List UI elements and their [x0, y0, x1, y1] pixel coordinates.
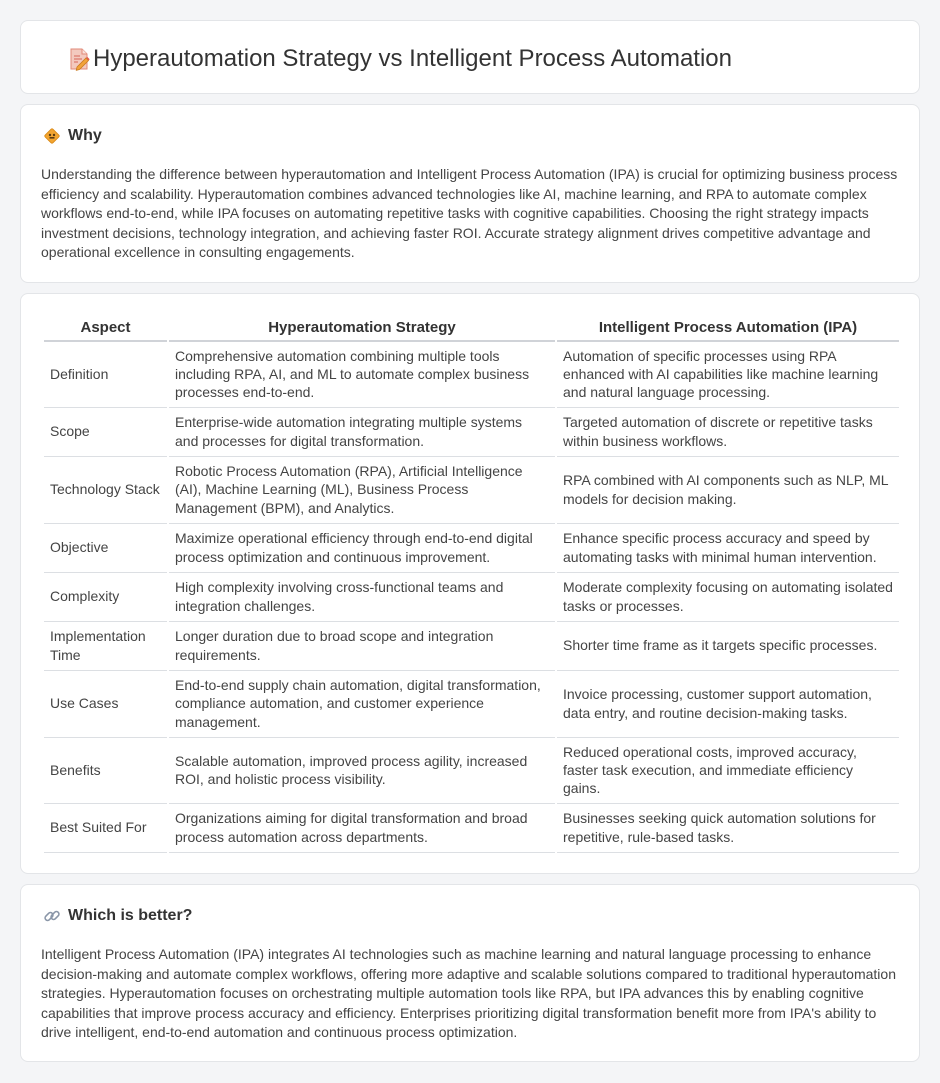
ipa-cell: Automation of specific processes using RPA enhanced with AI capabilities like machine learning and natural language processing.	[557, 342, 899, 408]
link-icon	[43, 907, 61, 925]
aspect-cell: Complexity	[44, 573, 167, 622]
diamond-sign-icon	[43, 127, 61, 145]
why-heading	[43, 127, 102, 145]
better-heading	[43, 907, 192, 925]
ipa-cell: Reduced operational costs, improved accuracy, faster task execution, and immediate efficiency gains.	[557, 738, 899, 804]
page-title: Hyperautomation Strategy vs Intelligent Process Automation	[93, 45, 732, 72]
header-hyperautomation: Hyperautomation Strategy	[169, 314, 555, 342]
better-text: Intelligent Process Automation (IPA) integrates AI technologies such as machine learning and natural language processing to enhance decision-making and automate complex workflows, offering more adaptive and scalable solutions compared to traditional hyperautomation strategies. Hyperautomation focuses on orchestrating multiple automation tools like RPA, but IPA advances this by enabling cognitive capabilities that improve process accuracy and efficiency. Enterprises prioritizing digital transformation benefit more from IPA's ability to drive intelligent, end-to-end automation and continuous process optimization.	[41, 946, 896, 1041]
hyperautomation-cell: Enterprise-wide automation integrating multiple systems and processes for digital transformation.	[169, 408, 555, 457]
header-aspect: Aspect	[44, 314, 167, 342]
table-row	[44, 408, 899, 457]
aspect-cell: Technology Stack	[44, 457, 167, 524]
why-title: Why	[68, 127, 102, 144]
which-is-better-section	[20, 884, 920, 1062]
hyperautomation-cell: Robotic Process Automation (RPA), Artificial Intelligence (AI), Machine Learning (ML), Business Process Management (BPM), and Analytics.	[169, 457, 555, 524]
ipa-cell: Enhance specific process accuracy and speed by automating tasks with minimal human intervention.	[557, 524, 899, 573]
aspect-cell: Scope	[44, 408, 167, 457]
table-header-row	[44, 314, 899, 342]
hyperautomation-cell: Scalable automation, improved process agility, increased ROI, and holistic process visibility.	[169, 738, 555, 804]
header-card	[20, 20, 920, 94]
table-row	[44, 457, 899, 524]
comparison-table	[42, 314, 901, 853]
hyperautomation-cell: Comprehensive automation combining multiple tools including RPA, AI, and ML to automate complex business processes end-to-end.	[169, 342, 555, 408]
aspect-cell: Use Cases	[44, 671, 167, 738]
ipa-cell: Invoice processing, customer support automation, data entry, and routine decision-making tasks.	[557, 671, 899, 738]
header-ipa: Intelligent Process Automation (IPA)	[557, 314, 899, 342]
hyperautomation-cell: Maximize operational efficiency through end-to-end digital process optimization and continuous improvement.	[169, 524, 555, 573]
aspect-cell: Implementation Time	[44, 622, 167, 671]
comparison-card	[20, 293, 920, 874]
hyperautomation-cell: High complexity involving cross-functional teams and integration challenges.	[169, 573, 555, 622]
ipa-cell: Businesses seeking quick automation solutions for repetitive, rule-based tasks.	[557, 804, 899, 853]
table-row	[44, 573, 899, 622]
aspect-cell: Best Suited For	[44, 804, 167, 853]
aspect-cell: Definition	[44, 342, 167, 408]
why-text: Understanding the difference between hyperautomation and Intelligent Process Automation (IPA) is crucial for optimizing business process efficiency and scalability. Hyperautomation combines advanced technologies like AI, machine learning, and RPA to automate complex workflows end-to-end, while IPA focuses on automating repetitive tasks with cognitive capabilities. Choosing the right strategy impacts investment decisions, technology integration, and achieving faster ROI. Accurate strategy alignment drives competitive advantage and operational excellence in consulting engagements.	[41, 166, 898, 261]
table-row	[44, 804, 899, 853]
hyperautomation-cell: End-to-end supply chain automation, digital transformation, compliance automation, and customer experience management.	[169, 671, 555, 738]
table-row	[44, 342, 899, 408]
better-title: Which is better?	[68, 907, 193, 924]
aspect-cell: Benefits	[44, 738, 167, 804]
ipa-cell: Moderate complexity focusing on automating isolated tasks or processes.	[557, 573, 899, 622]
table-row	[44, 738, 899, 804]
aspect-cell: Objective	[44, 524, 167, 573]
table-row	[44, 671, 899, 738]
ipa-cell: Targeted automation of discrete or repetitive tasks within business workflows.	[557, 408, 899, 457]
ipa-cell: RPA combined with AI components such as NLP, ML models for decision making.	[557, 457, 899, 524]
table-row	[44, 622, 899, 671]
document-edit-icon	[65, 45, 93, 73]
hyperautomation-cell: Longer duration due to broad scope and integration requirements.	[169, 622, 555, 671]
why-section	[20, 104, 920, 283]
table-row	[44, 524, 899, 573]
ipa-cell: Shorter time frame as it targets specific processes.	[557, 622, 899, 671]
hyperautomation-cell: Organizations aiming for digital transformation and broad process automation across departments.	[169, 804, 555, 853]
